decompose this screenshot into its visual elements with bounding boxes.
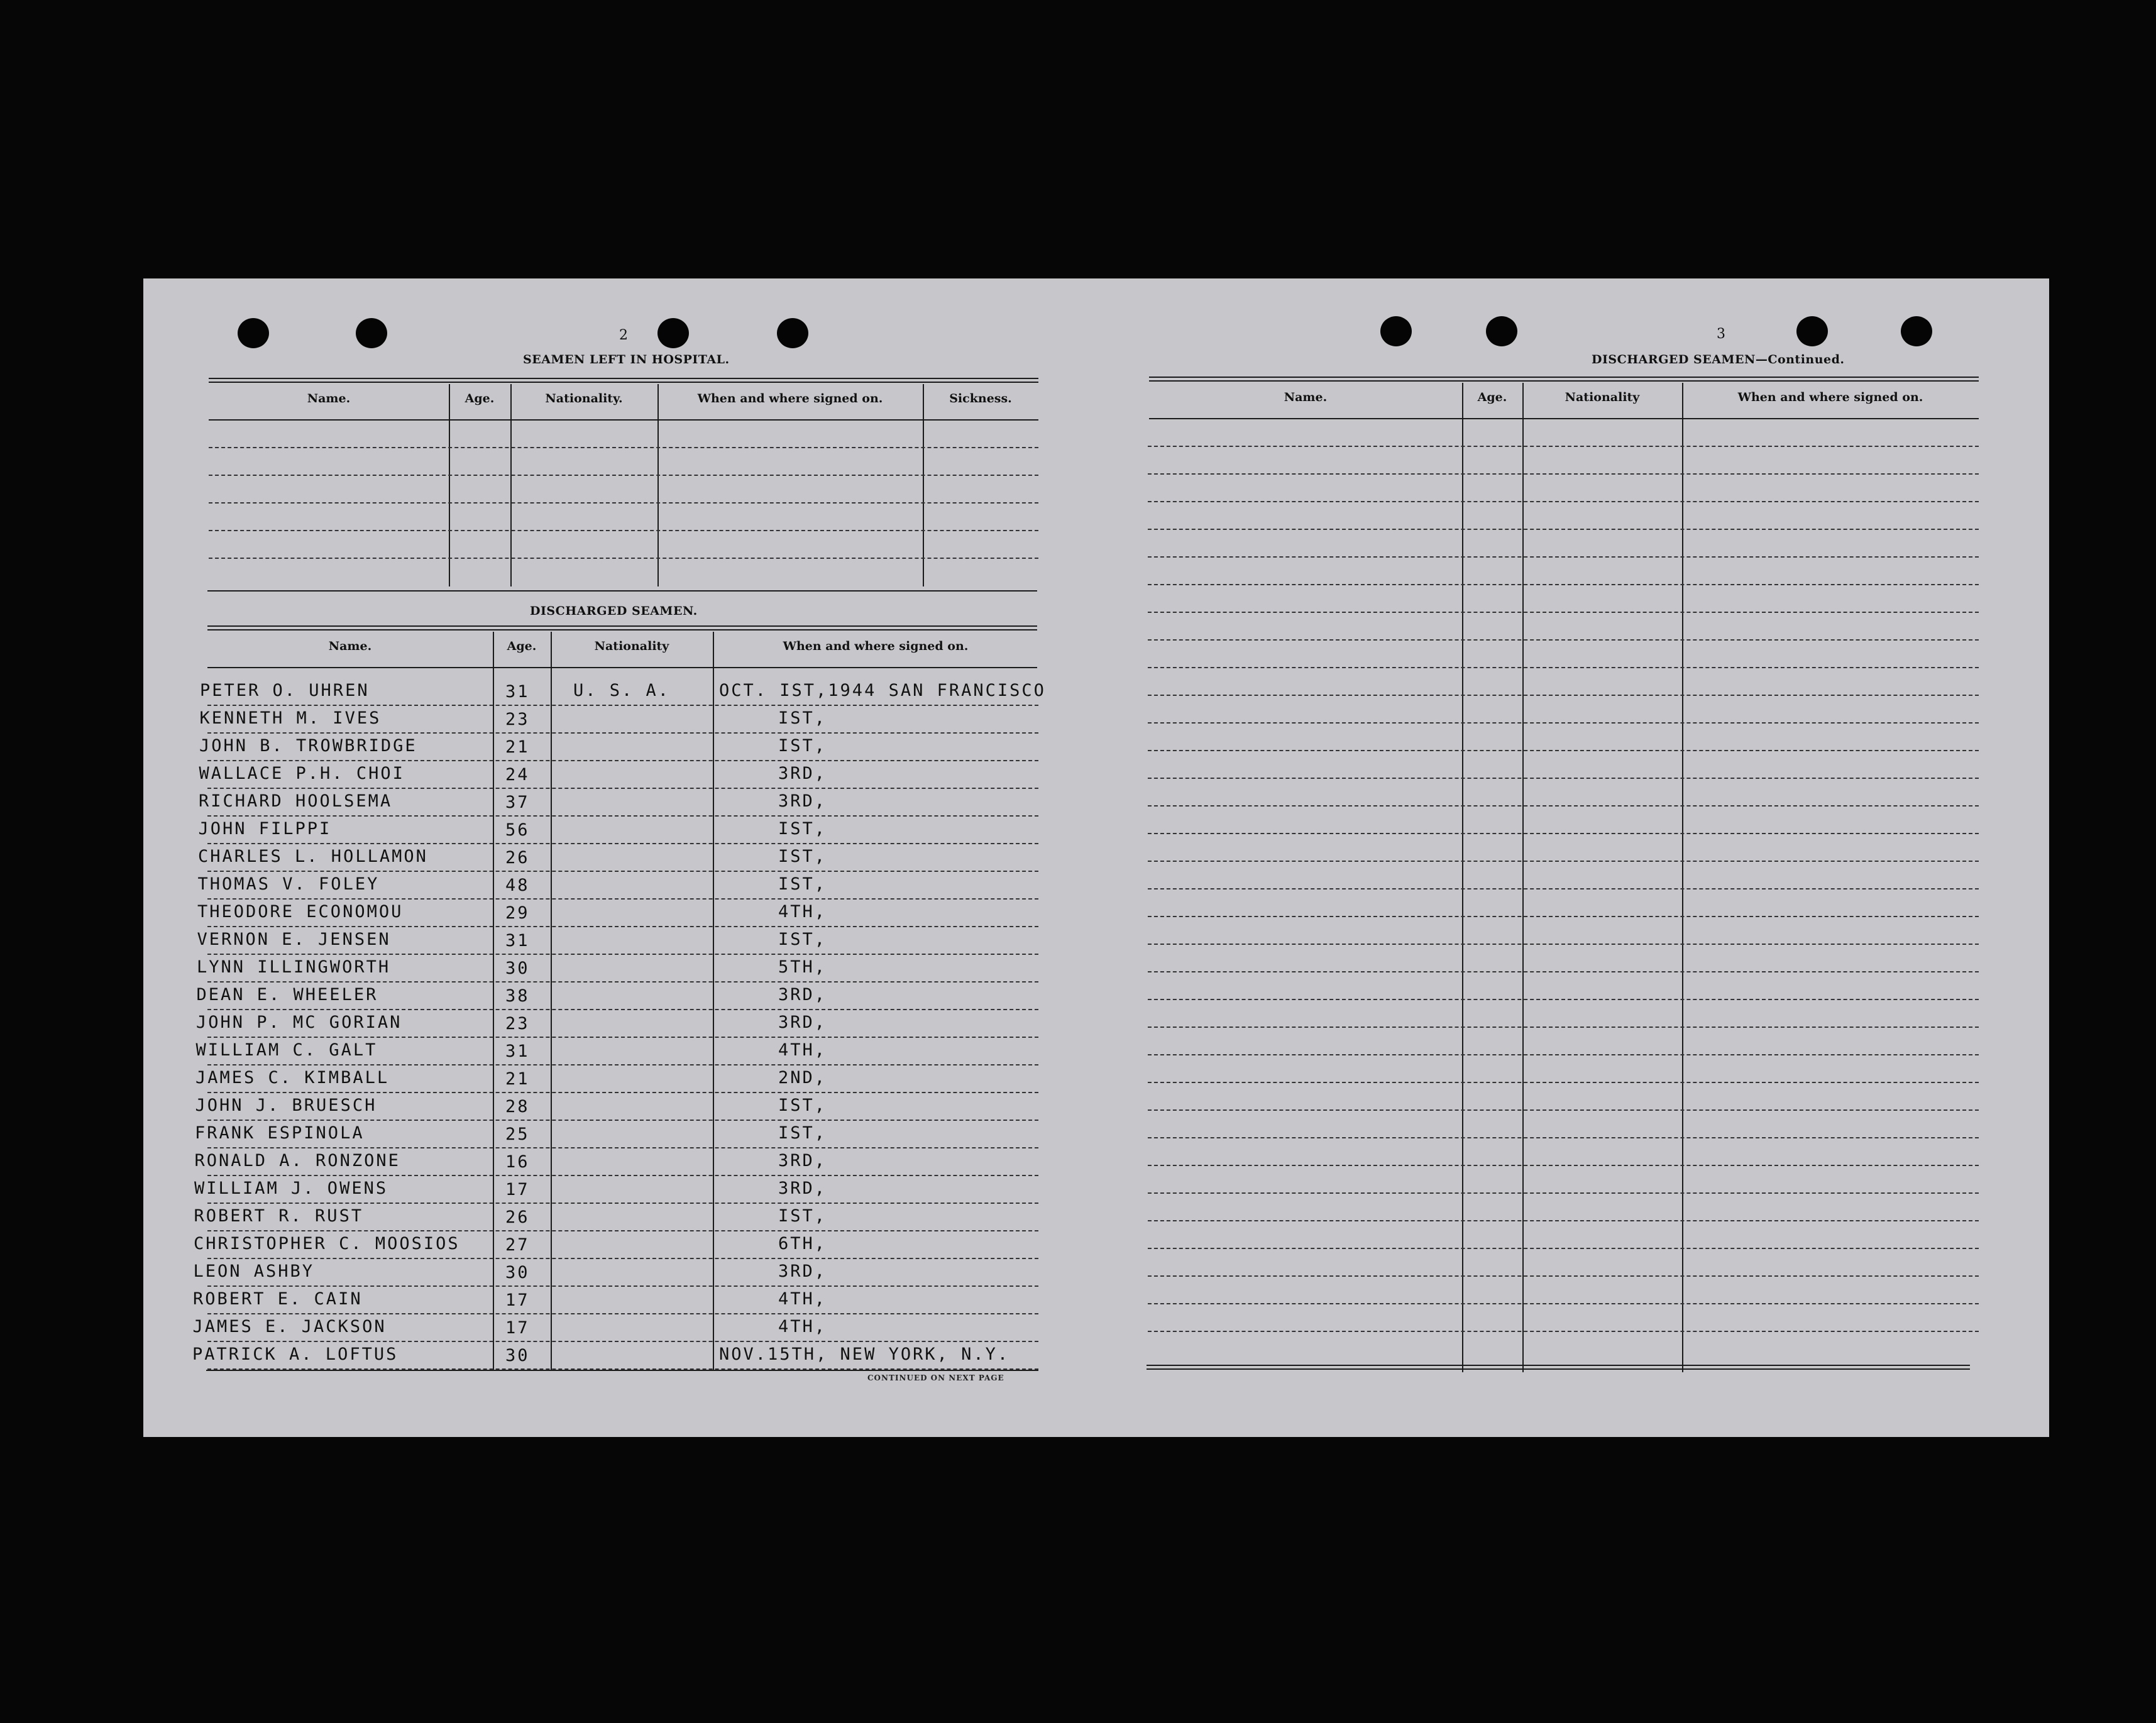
table-row (143, 955, 1038, 983)
seaman-age: 26 (505, 1208, 530, 1227)
ruled-line (1148, 473, 1979, 475)
table-row (143, 1121, 1038, 1148)
ruled-line (1148, 722, 1979, 724)
ruled-line (1148, 916, 1979, 917)
seaman-age: 31 (505, 682, 530, 702)
column-rule (1682, 383, 1683, 1372)
table-row (143, 1148, 1038, 1176)
table-row (143, 927, 1038, 955)
ruled-line (209, 475, 1038, 476)
seaman-name: THEODORE ECONOMOU (197, 902, 404, 922)
signed-on: 3RD, (778, 1262, 827, 1281)
seaman-name: WILLIAM C. GALT (195, 1040, 378, 1060)
signed-on: NOV.15TH, NEW YORK, N.Y. (719, 1345, 1010, 1364)
binder-hole (1486, 316, 1517, 346)
ruled-line (1148, 1275, 1979, 1277)
signed-on: IST, (778, 1096, 827, 1115)
table-row (143, 1176, 1038, 1204)
header-nationality: Nationality (594, 639, 669, 653)
seaman-age: 48 (505, 876, 530, 895)
seaman-age: 23 (505, 710, 530, 729)
seaman-name: ROBERT R. RUST (194, 1206, 364, 1226)
seaman-age: 30 (505, 1346, 530, 1365)
seaman-name: FRANK ESPINOLA (195, 1123, 365, 1143)
ruled-line (1148, 612, 1979, 613)
seaman-name: DEAN E. WHEELER (196, 985, 378, 1005)
binder-hole (356, 318, 387, 348)
ruled-line (209, 502, 1038, 504)
seaman-name: WILLIAM J. OWENS (194, 1179, 388, 1198)
ruled-line (1148, 833, 1979, 834)
seaman-age: 26 (505, 848, 530, 867)
ruled-line (1148, 971, 1979, 972)
seaman-age: 56 (505, 820, 530, 840)
hospital-section-title: SEAMEN LEFT IN HOSPITAL. (523, 353, 730, 366)
table-row (143, 761, 1038, 789)
seaman-age: 30 (505, 1263, 530, 1282)
binder-hole (1380, 316, 1412, 346)
ruled-line (1148, 584, 1979, 585)
table-row (143, 1038, 1038, 1065)
seaman-age: 17 (505, 1318, 530, 1338)
table-row (143, 1342, 1038, 1370)
seaman-age: 29 (505, 903, 530, 923)
signed-on: 4TH, (778, 1040, 827, 1060)
table-row (143, 1093, 1038, 1121)
ruled-line (1148, 1137, 1979, 1138)
right-page (1096, 278, 2049, 1437)
rule (209, 378, 1038, 379)
column-rule (923, 384, 924, 586)
seaman-age: 23 (505, 1014, 530, 1033)
seaman-name: RONALD A. RONZONE (194, 1151, 400, 1170)
signed-on: IST, (778, 1123, 827, 1143)
rule (207, 625, 1037, 627)
header-signed-on: When and where signed on. (697, 392, 883, 405)
signed-on: 3RD, (778, 1013, 827, 1032)
seaman-name: CHRISTOPHER C. MOOSIOS (194, 1234, 460, 1253)
page-number: 3 (1717, 326, 1725, 342)
column-rule (449, 384, 450, 586)
header-signed-on: When and where signed on. (783, 639, 969, 653)
rule (207, 590, 1037, 592)
signed-on: 6TH, (778, 1234, 827, 1253)
seaman-name: PATRICK A. LOFTUS (192, 1345, 399, 1364)
ruled-line (1148, 1109, 1979, 1111)
signed-on: IST, (778, 736, 827, 756)
table-row (143, 789, 1038, 817)
seaman-name: LYNN ILLINGWORTH (197, 957, 391, 977)
signed-on: 3RD, (778, 1179, 827, 1198)
rule (1147, 1365, 1970, 1366)
binder-hole (657, 318, 689, 348)
signed-on: IST, (778, 819, 827, 839)
left-page (143, 278, 1096, 1437)
table-row (143, 734, 1038, 761)
ruled-line (1148, 556, 1979, 558)
signed-on: IST, (778, 1206, 827, 1226)
ruled-line (1148, 1248, 1979, 1249)
signed-on: 4TH, (778, 1289, 827, 1309)
table-row (143, 1204, 1038, 1231)
seaman-age: 17 (505, 1291, 530, 1310)
header-nationality: Nationality. (545, 392, 623, 405)
binder-hole (1901, 316, 1932, 346)
seaman-name: JOHN B. TROWBRIDGE (199, 736, 417, 756)
ruled-line (1148, 805, 1979, 806)
table-row (143, 706, 1038, 734)
table-row (143, 1010, 1038, 1038)
signed-on: 3RD, (778, 1151, 827, 1170)
ruled-line (1148, 861, 1979, 862)
rule (1149, 377, 1979, 378)
seaman-age: 37 (505, 793, 530, 812)
signed-on: IST, (778, 847, 827, 866)
seaman-name: JOHN P. MC GORIAN (196, 1013, 402, 1032)
seaman-name: LEON ASHBY (193, 1262, 315, 1281)
seaman-name: VERNON E. JENSEN (197, 930, 391, 949)
seaman-name: ROBERT E. CAIN (193, 1289, 363, 1309)
ruled-line (1148, 944, 1979, 945)
ruled-line (1148, 1027, 1979, 1028)
seaman-name: JOHN FILPPI (198, 819, 332, 839)
binder-hole (238, 318, 269, 348)
rule (209, 419, 1038, 421)
ruled-line (207, 1368, 1038, 1370)
header-age: Age. (1477, 390, 1507, 404)
ruled-line (1148, 1054, 1979, 1055)
rule (209, 382, 1038, 383)
ruled-line (1148, 778, 1979, 779)
header-name: Name. (328, 639, 372, 653)
signed-on: 4TH, (778, 902, 827, 922)
table-row (143, 1314, 1038, 1342)
header-age: Age. (507, 639, 537, 653)
column-rule (1462, 383, 1463, 1372)
seaman-name: PETER O. UHREN (200, 681, 370, 700)
ruled-line (209, 558, 1038, 559)
rule (1149, 418, 1979, 419)
seaman-name: JAMES E. JACKSON (192, 1317, 387, 1336)
table-row (143, 678, 1046, 706)
seaman-name: JAMES C. KIMBALL (195, 1068, 390, 1087)
header-name: Name. (307, 392, 351, 405)
seaman-age: 16 (505, 1152, 530, 1172)
binder-hole (777, 318, 808, 348)
seaman-age: 30 (505, 959, 530, 978)
signed-on: 3RD, (778, 985, 827, 1005)
seaman-age: 27 (505, 1235, 530, 1255)
continued-footer: CONTINUED ON NEXT PAGE (867, 1373, 1004, 1382)
ruled-line (1148, 529, 1979, 530)
ruled-line (1148, 999, 1979, 1000)
ruled-line (1148, 888, 1979, 889)
header-signed-on: When and where signed on. (1737, 390, 1923, 404)
seaman-age: 21 (505, 737, 530, 757)
signed-on: 2ND, (778, 1068, 827, 1087)
seaman-age: 24 (505, 765, 530, 784)
table-row (143, 1287, 1038, 1314)
table-row (143, 1231, 1038, 1259)
rule (206, 1370, 1038, 1371)
seaman-name: CHARLES L. HOLLAMON (198, 847, 428, 866)
ruled-line (1148, 1165, 1979, 1166)
ruled-line (1148, 750, 1979, 751)
column-rule (657, 384, 659, 586)
table-row (143, 983, 1038, 1010)
signed-on: 3RD, (778, 764, 827, 783)
signed-on: IST, (778, 708, 827, 728)
ruled-line (1148, 446, 1979, 447)
table-row (143, 844, 1038, 872)
seaman-age: 28 (505, 1097, 530, 1116)
ruled-line (209, 447, 1038, 448)
seaman-name: KENNETH M. IVES (199, 708, 382, 728)
header-nationality: Nationality (1565, 390, 1640, 404)
header-sickness: Sickness. (949, 392, 1012, 405)
ruled-line (1148, 1220, 1979, 1221)
discharged-section-title: DISCHARGED SEAMEN. (530, 604, 698, 618)
ruled-line (1148, 1331, 1979, 1332)
rule (207, 629, 1037, 630)
seaman-name: JOHN J. BRUESCH (195, 1096, 377, 1115)
signed-on: OCT. IST,1944 SAN FRANCISCO (719, 681, 1046, 700)
ruled-line (1148, 1082, 1979, 1083)
page-number: 2 (619, 328, 628, 343)
seaman-name: WALLACE P.H. CHOI (199, 764, 405, 783)
signed-on: 5TH, (778, 957, 827, 977)
ruled-line (1148, 1192, 1979, 1194)
ruled-line (1148, 695, 1979, 696)
table-row (143, 817, 1038, 844)
signed-on: IST, (778, 930, 827, 949)
signed-on: 4TH, (778, 1317, 827, 1336)
column-rule (1522, 383, 1524, 1372)
ruled-line (1148, 639, 1979, 641)
ledger-sheet (143, 278, 2049, 1437)
binder-hole (1796, 316, 1828, 346)
seaman-age: 25 (505, 1125, 530, 1144)
header-name: Name. (1284, 390, 1328, 404)
table-row (143, 900, 1038, 927)
seaman-name: THOMAS V. FOLEY (197, 874, 380, 894)
seaman-age: 31 (505, 1042, 530, 1061)
seaman-age: 17 (505, 1180, 530, 1199)
continued-section-title: DISCHARGED SEAMEN—Continued. (1592, 353, 1845, 366)
rule (1147, 1368, 1970, 1370)
seaman-age: 21 (505, 1069, 530, 1089)
seaman-nationality: U. S. A. (573, 681, 671, 700)
ruled-line (1148, 667, 1979, 668)
signed-on: 3RD, (778, 791, 827, 811)
table-row (143, 1259, 1038, 1287)
ruled-line (1148, 1303, 1979, 1304)
ruled-line (209, 530, 1038, 531)
ruled-line (1148, 501, 1979, 502)
table-row (143, 1065, 1038, 1093)
seaman-name: RICHARD HOOLSEMA (199, 791, 393, 811)
rule (207, 667, 1037, 668)
column-rule (510, 384, 512, 586)
header-age: Age. (465, 392, 495, 405)
table-row (143, 872, 1038, 900)
seaman-age: 38 (505, 986, 530, 1006)
signed-on: IST, (778, 874, 827, 894)
seaman-age: 31 (505, 931, 530, 950)
rule (1149, 380, 1979, 382)
